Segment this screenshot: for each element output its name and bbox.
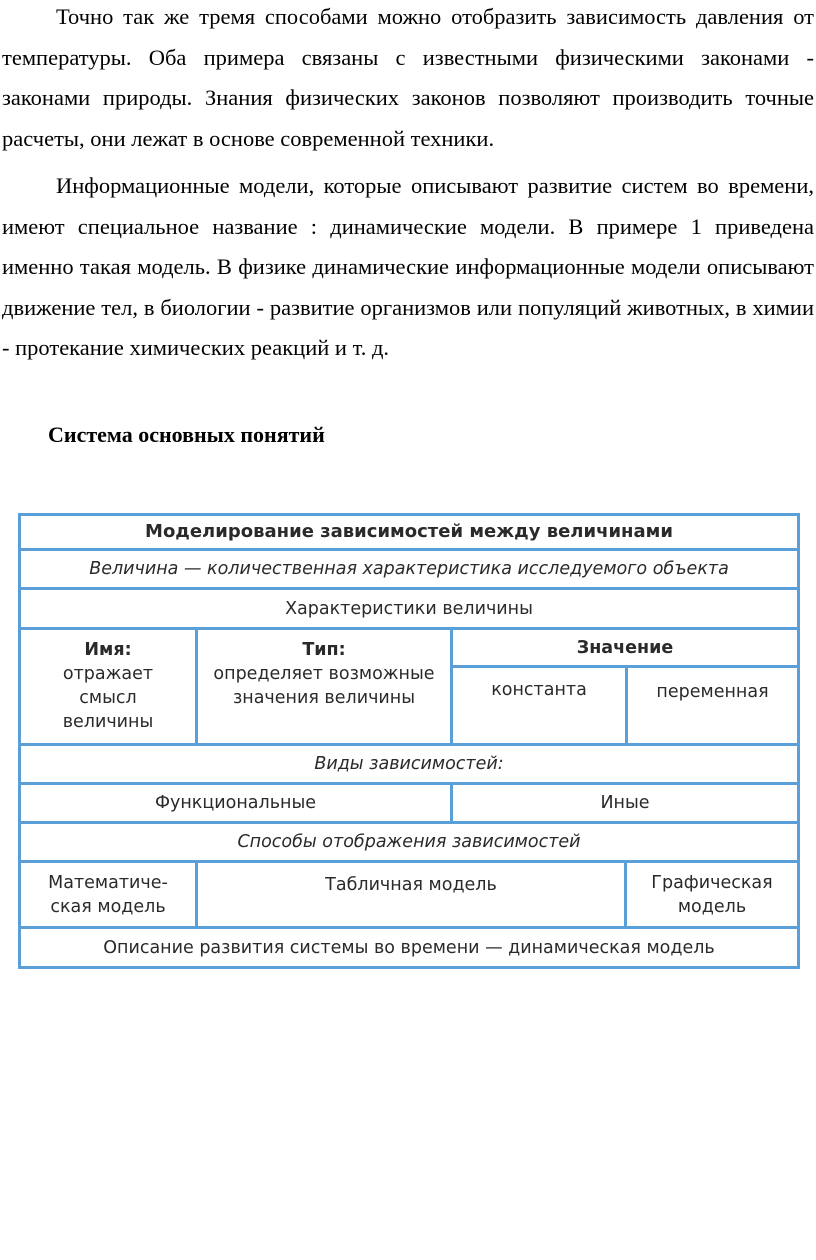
value-heading: Значение <box>453 630 797 668</box>
paragraph-2: Информационные модели, которые описывают развитие систем во времени, имеют специальное название : динамические модели. В примере 1 приведена именно такая модель. В физике динамические информационные модели описывают движение тел, в биологии - развитие организмов или популяций животных, в химии - протекание химических реакций и т. д. <box>2 173 814 361</box>
table-title-row <box>21 516 797 551</box>
characteristics-row <box>21 590 797 630</box>
dynamic-model-text: Описание развития системы во времени — динамическая модель <box>103 937 715 958</box>
paragraph-1: Точно так же тремя способами можно отобразить зависимость давления от температуры. Оба примера связаны с известными физическими законами - законами природы. Знания физических законов позволяют производить точные расчеты, они лежат в основе современной техники. <box>2 4 814 151</box>
other-cell: Иные <box>600 793 650 813</box>
variable-cell: переменная <box>656 682 769 702</box>
constant-cell: константа <box>453 668 628 743</box>
display-methods-row <box>21 824 797 863</box>
definition-text: Величина — количественная характеристика исследуемого объекта <box>89 559 729 579</box>
type-cell <box>198 630 453 743</box>
value-cell <box>453 630 797 743</box>
dependency-kinds-row <box>21 746 797 785</box>
display-methods-label: Способы отображения зависимостей <box>237 832 581 852</box>
models-row <box>21 863 797 929</box>
concept-table <box>18 513 800 969</box>
name-cell <box>21 630 198 743</box>
definition-row <box>21 551 797 590</box>
attributes-row <box>21 630 797 746</box>
type-description: определяет возможные значения величины <box>213 664 435 708</box>
math-model-cell: Математиче-ская модель <box>21 863 198 926</box>
table-title: Моделирование зависимостей между величинами <box>145 521 673 542</box>
functional-cell: Функциональные <box>21 785 453 821</box>
dependency-types-row <box>21 785 797 824</box>
type-heading: Тип: <box>302 640 346 660</box>
section-heading: Система основных понятий <box>48 422 325 447</box>
graph-model-cell: Графическая модель <box>651 872 773 917</box>
characteristics-label: Характеристики величины <box>285 598 533 619</box>
table-model-cell: Табличная модель <box>198 863 627 926</box>
dependency-kinds-label: Виды зависимостей: <box>314 754 504 774</box>
name-heading: Имя: <box>84 640 132 660</box>
dynamic-model-row <box>21 929 797 966</box>
name-description: отражает смысл величины <box>62 664 154 732</box>
